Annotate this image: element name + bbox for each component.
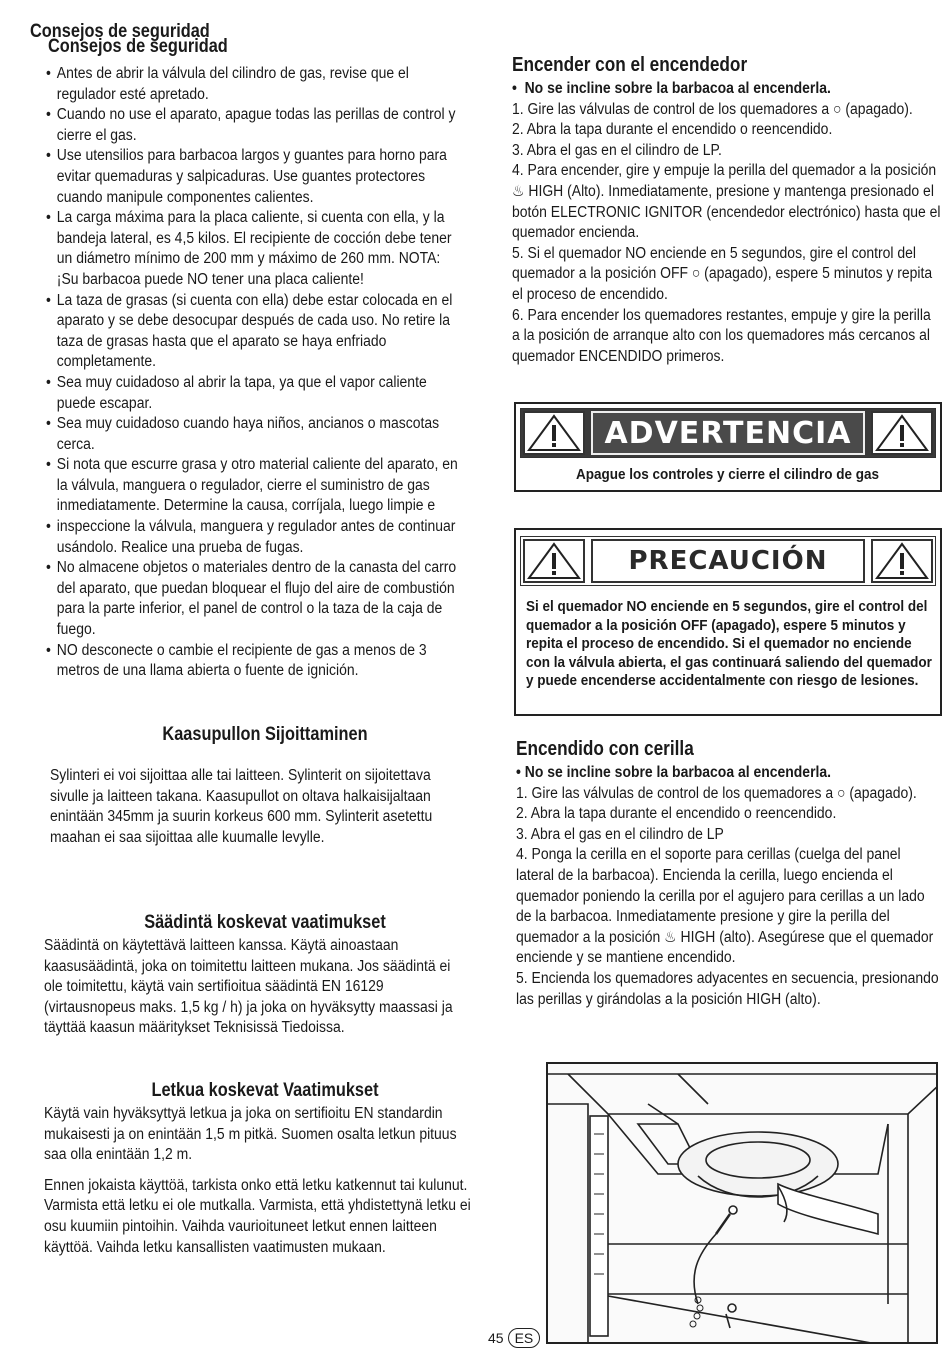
warning-box bbox=[514, 402, 942, 492]
igniter-heading: Encender con el encendedor bbox=[512, 54, 748, 76]
list-item: • Sea muy cuidadoso cuando haya niños, ancianos o mascotas cerca. bbox=[46, 414, 465, 455]
list-item: 5. Encienda los quemadores adyacentes en secuencia, presionando las perillas y girándolas a la posición HIGH (alto). bbox=[516, 969, 939, 1008]
caution-triangle-icon bbox=[523, 539, 585, 583]
page-number: 45 bbox=[488, 1330, 504, 1346]
list-item: 3. Abra el gas en el cilindro de LP bbox=[516, 825, 724, 843]
list-item: • Cuando no use el aparato, apague todas las perillas de control y cierre el gas. bbox=[46, 105, 465, 146]
language-badge: ES bbox=[508, 1328, 541, 1348]
igniter-note: • No se incline sobre la barbacoa al encenderla. bbox=[512, 80, 831, 97]
hose-text-1: Käytä vain hyväksyttyä letkua ja joka on sertifioitu EN standardin mukaisesti ja on enintään 1,5 m pitkä. Suomen osalta letkun pituus saa olla enintään 1,2 m. bbox=[44, 1105, 457, 1164]
regulator-section bbox=[30, 912, 500, 1039]
list-item: 6. Para encender los quemadores restantes, empuje y gire la perilla a la posición de arranque alto con los quemadores más cercanos al quemador ENCENDIDO primeros. bbox=[512, 306, 931, 365]
igniter-section bbox=[512, 56, 942, 367]
warning-header bbox=[520, 408, 936, 458]
warning-triangle-icon bbox=[871, 411, 933, 455]
list-item: • La taza de grasas (si cuenta con ella) debe estar colocada en el aparato y se debe desocupar después de cada uso. No retire la taza de grasas hasta que el aparato se haya enfriado completamente. bbox=[46, 291, 465, 373]
match-section bbox=[516, 740, 942, 1010]
list-item: • La carga máxima para la placa caliente, si cuenta con ella, y la bandeja lateral, es 4,5 kilos. El recipiente de cocción debe tener un diámetro mínimo de 200 mm y máximo de 260 mm. NOTA: ¡Su barbacoa puede NO tener una placa caliente! bbox=[46, 208, 465, 290]
match-steps bbox=[516, 784, 942, 1011]
caution-header bbox=[520, 536, 936, 586]
cylinder-text: Sylinteri ei voi sijoittaa alle tai laitteen. Sylinterit on sijoitettava sivulle ja laitteen takana. Kaasupullot on oltava halkaisijaltaan enintään 345mm ja suurin korkeus 600 mm. Sylinterit asetettu maahan ei saa sijoittaa alle kuumalle levylle. bbox=[50, 767, 433, 846]
igniter-steps bbox=[512, 100, 942, 368]
list-item: • Antes de abrir la válvula del cilindro de gas, revise que el regulador esté apretado. bbox=[46, 64, 465, 105]
left-column bbox=[30, 22, 470, 682]
hose-text-2: Ennen jokaista käyttöä, tarkista onko että letku katkennut tai kulunut. Varmista että letku ei ole mutkalla. Varmista, että yhdistettynä letku ei osu kuumiin pintoihin. Vaihda vaurioituneet letkut ennen laitteen käyttöä. Vaihda letku kansallisten vaatimusten mukaan. bbox=[44, 1176, 471, 1256]
safety-heading: Consejos de seguridad bbox=[30, 21, 210, 42]
list-item: • inspeccione la válvula, manguera y regulador antes de continuar usándolo. Realice una prueba de fugas. bbox=[46, 517, 465, 558]
cylinder-heading: Kaasupullon Sijoittaminen bbox=[162, 724, 368, 745]
list-item: 2. Abra la tapa durante el encendido o reencendido. bbox=[516, 805, 837, 823]
grill-burner-drawing bbox=[548, 1064, 938, 1344]
caution-box bbox=[514, 528, 942, 716]
list-item: • No almacene objetos o materiales dentro de la canasta del carro del aparato, que puedan bloquear el flujo del aire de combustión para la parte inferior, el panel de control o la taza de la caja de fuego. bbox=[46, 558, 465, 640]
hose-section bbox=[30, 1080, 500, 1258]
caution-title: PRECAUCIÓN bbox=[591, 539, 865, 583]
safety-list bbox=[46, 64, 465, 682]
list-item: 4. Ponga la cerilla en el soporte para cerillas (cuelga del panel lateral de la barbacoa). Encienda la cerilla, luego encienda el quemador poniendo la cerilla por el agujero para cerillas a un lado de la barbacoa. Inmediatamente presione y gire la perilla del quemador a la posición ♨ HIGH (alto). Asegúrese que el quemador enciende y se mantiene encendido. bbox=[516, 846, 934, 967]
list-item: 1. Gire las válvulas de control de los quemadores a ○ (apagado). bbox=[512, 100, 913, 118]
list-item: • Sea muy cuidadoso al abrir la tapa, ya que el vapor caliente puede escapar. bbox=[46, 373, 465, 414]
list-item: 3. Abra el gas en el cilindro de LP. bbox=[512, 141, 722, 159]
list-item: • Use utensilios para barbacoa largos y guantes para horno para evitar quemaduras y salpicaduras. Use guantes protectores cuando manipule componentes calientes. bbox=[46, 146, 465, 208]
warning-text: Apague los controles y cierre el cilindro de gas bbox=[575, 466, 880, 483]
regulator-text: Säädintä on käytettävä laitteen kanssa. Käytä ainoastaan kaasusäädintä, joka on toimitettu laitteen mukana. Jos säädintä ei ole toimitettu, käytä vain sertifioitua säädintä EN 16129 (virtausnopeus maks. 1,5 kg / h) ja joka on hyväksytty maassasi ja täyttää kaasun määritykset Teknisissä Tiedoissa. bbox=[44, 937, 453, 1037]
hose-heading: Letkua koskevat Vaatimukset bbox=[151, 1080, 379, 1101]
list-item: 5. Si el quemador NO enciende en 5 segundos, gire el control del quemador a la posición OFF ○ (apagado), espere 5 minutos y repita el proceso de encendido. bbox=[512, 244, 933, 303]
caution-triangle-icon bbox=[871, 539, 933, 583]
cylinder-section bbox=[30, 724, 500, 848]
match-lighting-illustration bbox=[546, 1062, 938, 1344]
list-item: 4. Para encender, gire y empuje la perilla del quemador a la posición ♨ HIGH (Alto). Inmediatamente, presione y mantenga presionado el botón ELECTRONIC IGNITOR (encendedor electrónico) hasta que el quemador encienda. bbox=[512, 162, 941, 242]
list-item: 2. Abra la tapa durante el encendido o reencendido. bbox=[512, 121, 833, 139]
match-heading: Encendido con cerilla bbox=[516, 738, 694, 760]
caution-text: Si el quemador NO enciende en 5 segundos, gire el control del quemador a la posición OFF (apagado), espere 5 minutos y repita el proceso de encendido. Si el quemador no enciende con la válvula abierta, el gas continuará saliendo del quemador y puede encenderse accidentalmente con riesgo de lesiones. bbox=[526, 598, 932, 689]
regulator-heading: Säädintä koskevat vaatimukset bbox=[144, 912, 386, 933]
list-item: 1. Gire las válvulas de control de los quemadores a ○ (apagado). bbox=[516, 784, 917, 802]
match-note: • No se incline sobre la barbacoa al encenderla. bbox=[516, 764, 832, 781]
warning-title: ADVERTENCIA bbox=[591, 411, 865, 455]
safety-heading-duplicate: Consejos de seguridad bbox=[48, 36, 228, 57]
list-item: • NO desconecte o cambie el recipiente de gas a menos de 3 metros de una llama abierta o fuente de ignición. bbox=[46, 641, 465, 682]
warning-triangle-icon bbox=[523, 411, 585, 455]
page-footer bbox=[488, 1328, 540, 1348]
list-item: • Si nota que escurre grasa y otro material caliente del aparato, en la válvula, manguera o regulador, cierre el suministro de gas inmediatamente. Determine la causa, corríjala, luego limpie e bbox=[46, 455, 465, 517]
